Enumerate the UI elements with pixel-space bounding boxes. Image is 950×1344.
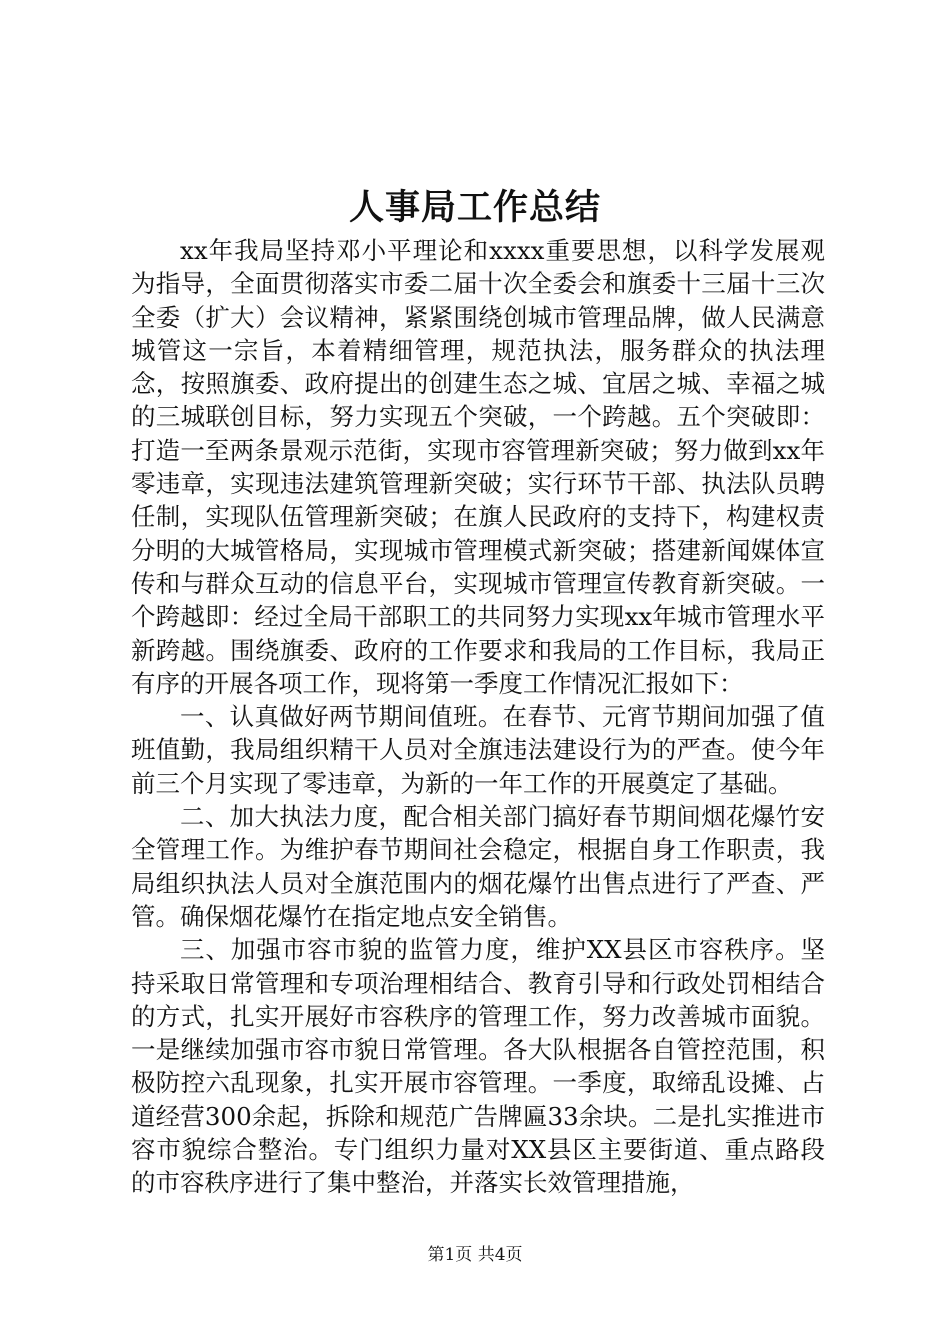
document-body	[131, 234, 825, 1200]
page-footer: 第1页 共4页	[427, 1245, 523, 1265]
paragraph-item-3: 三、加强市容市貌的监管力度，维护XX县区市容秩序。坚持采取日常管理和专项治理相结合、教育引导和行政处罚相结合的方式，扎实开展好市容秩序的管理工作，努力改善城市面貌。一是继续加强市容市貌日常管理。各大队根据各自管控范围，积极防控六乱现象，扎实开展市容管理。一季度，取缔乱设摊、占道经营300余起，拆除和规范广告牌匾33余块。二是扎实推进市容市貌综合整治。专门组织力量对XX县区主要街道、重点路段的市容秩序进行了集中整治，并落实长效管理措施，	[131, 935, 825, 1198]
document-title: 人事局工作总结	[348, 187, 601, 228]
paragraph-intro: xx年我局坚持邓小平理论和xxxx重要思想，以科学发展观为指导，全面贯彻落实市委二届十次全委会和旗委十三届十三次全委（扩大）会议精神，紧紧围绕创城市管理品牌，做人民满意城管这一宗旨，本着精细管理，规范执法，服务群众的执法理念，按照旗委、政府提出的创建生态之城、宜居之城、幸福之城的三城联创目标，努力实现五个突破，一个跨越。五个突破即：打造一至两条景观示范街，实现市容管理新突破；努力做到xx年零违章，实现违法建筑管理新突破；实行环节干部、执法队员聘任制，实现队伍管理新突破；在旗人民政府的支持下，构建权责分明的大城管格局，实现城市管理模式新突破；搭建新闻媒体宣传和与群众互动的信息平台，实现城市管理宣传教育新突破。一个跨越即：经过全局干部职工的共同努力实现xx年城市管理水平新跨越。围绕旗委、政府的工作要求和我局的工作目标，我局正有序的开展各项工作，现将第一季度工作情况汇报如下：	[131, 236, 825, 698]
paragraph-item-2: 二、加大执法力度，配合相关部门搞好春节期间烟花爆竹安全管理工作。为维护春节期间社会稳定，根据自身工作职责，我局组织执法人员对全旗范围内的烟花爆竹出售点进行了严查、严管。确保烟花爆竹在指定地点安全销售。	[131, 802, 825, 931]
paragraph-item-1: 一、认真做好两节期间值班。在春节、元宵节期间加强了值班值勤，我局组织精干人员对全旗违法建设行为的严查。使今年前三个月实现了零违章，为新的一年工作的开展奠定了基础。	[131, 702, 825, 798]
